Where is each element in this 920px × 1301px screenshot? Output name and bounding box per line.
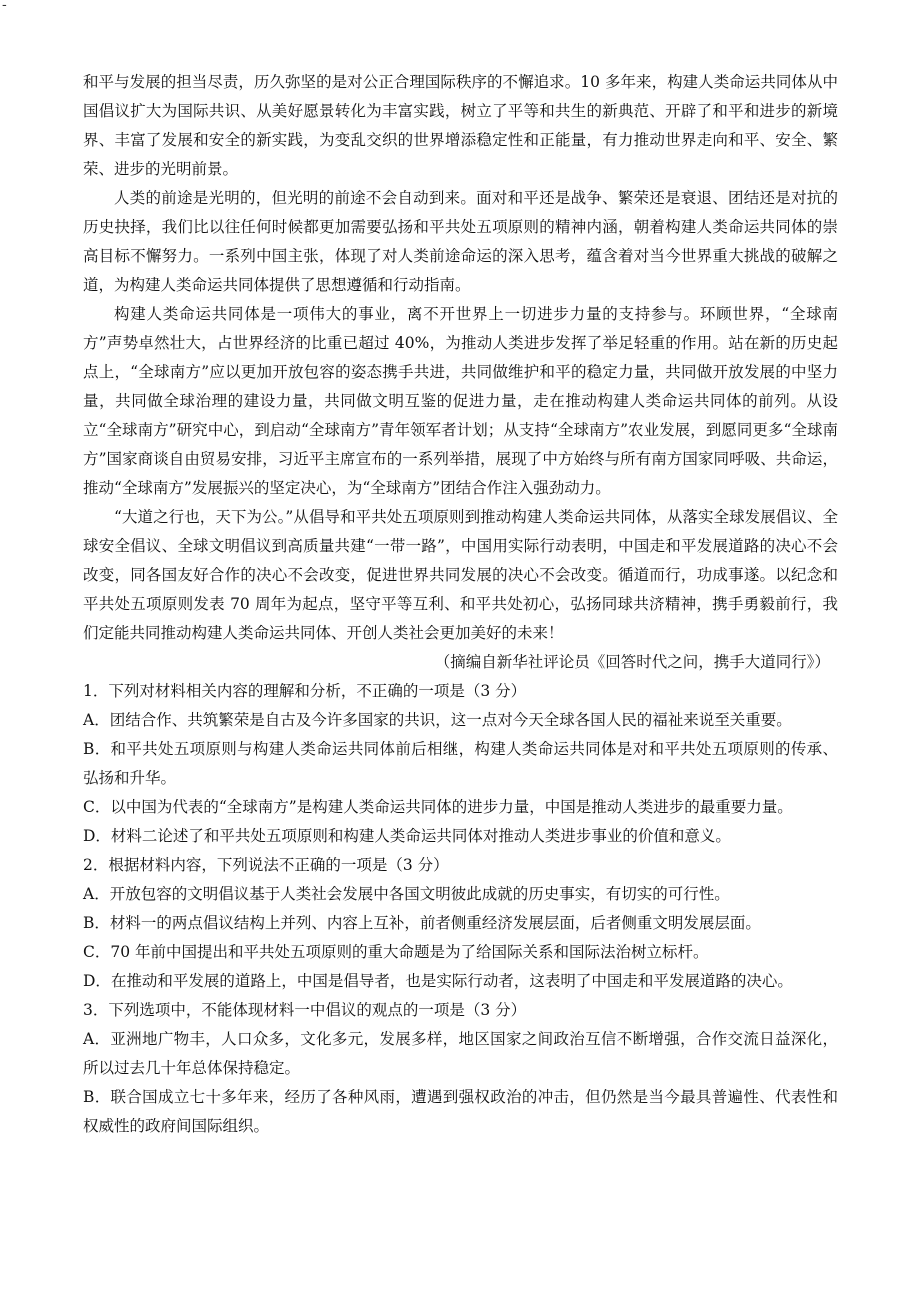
- question-stem: 1．下列对材料相关内容的理解和分析，不正确的一项是（3 分）: [83, 682, 527, 700]
- passage-paragraph: “大道之行也，天下为公。”从倡导和平共处五项原则到推动构建人类命运共同体，从落实全球发展倡议、全球安全倡议、全球文明倡议到高质量共建“一带一路”，中国用实际行动表明，中国走和平发展道路的决心不会改变，同各国友好合作的决心不会改变，促进世界共同发展的决心不会改变。循道而行，功成事遂。以纪念和平共处五项原则发表 70 周年为起点，坚守平等互利、和平共处初心，弘扬同球共济精神，携手勇毅前行，我们定能共同推动构建人类命运共同体、开创人类社会更加美好的未来！: [83, 508, 838, 642]
- option-b: B．材料一的两点倡议结构上并列、内容上互补，前者侧重经济发展层面，后者侧重文明发展层面。: [83, 914, 761, 932]
- question-list: [83, 677, 838, 1141]
- reading-passage: [83, 68, 838, 677]
- corner-mark: -: [2, 0, 7, 13]
- question-2: [83, 851, 838, 996]
- option-b: B．和平共处五项原则与构建人类命运共同体前后相继，构建人类命运共同体是对和平共处五项原则的传承、弘扬和升华。: [83, 740, 838, 787]
- passage-paragraph: 人类的前途是光明的，但光明的前途不会自动到来。面对和平还是战争、繁荣还是衰退、团结还是对抗的历史抉择，我们比以往任何时候都更加需要弘扬和平共处五项原则的精神内涵，朝着构建人类命运共同体的崇高目标不懈努力。一系列中国主张，体现了对人类前途命运的深入思考，蕴含着对当今世界重大挑战的破解之道，为构建人类命运共同体提供了思想遵循和行动指南。: [83, 189, 838, 294]
- option-d: D．在推动和平发展的道路上，中国是倡导者，也是实际行动者，这表明了中国走和平发展道路的决心。: [83, 972, 793, 990]
- question-stem: 3．下列选项中，不能体现材料一中倡议的观点的一项是（3 分）: [83, 1001, 527, 1019]
- option-d: D．材料二论述了和平共处五项原则和构建人类命运共同体对推动人类进步事业的价值和意义。: [83, 827, 731, 845]
- option-a: A．开放包容的文明倡议基于人类社会发展中各国文明彼此成就的历史事实，有切实的可行性。: [83, 885, 730, 903]
- passage-paragraph: 和平与发展的担当尽责，历久弥坚的是对公正合理国际秩序的不懈追求。10 多年来，构建人类命运共同体从中国倡议扩大为国际共识、从美好愿景转化为丰富实践，树立了平等和共生的新典范、开辟了和平和进步的新境界、丰富了发展和安全的新实践，为变乱交织的世界增添稳定性和正能量，有力推动世界走向和平、安全、繁荣、进步的光明前景。: [83, 73, 838, 178]
- question-1: [83, 677, 838, 851]
- passage-source: （摘编自新华社评论员《回答时代之问，携手大道同行》）: [434, 653, 830, 671]
- option-c: C．70 年前中国提出和平共处五项原则的重大命题是为了给国际关系和国际法治树立标杆。: [83, 943, 709, 961]
- option-a: A．团结合作、共筑繁荣是自古及今许多国家的共识，这一点对今天全球各国人民的福祉来说至关重要。: [83, 711, 792, 729]
- passage-paragraph: 构建人类命运共同体是一项伟大的事业，离不开世界上一切进步力量的支持参与。环顾世界，“全球南方”声势卓然壮大，占世界经济的比重已超过 40%，为推动人类进步发挥了举足轻重的作用。站在新的历史起点上，“全球南方”应以更加开放包容的姿态携手共进，共同做维护和平的稳定力量，共同做开放发展的中坚力量，共同做全球治理的建设力量，共同做文明互鉴的促进力量，走在推动构建人类命运共同体的前列。从设立“全球南方”研究中心，到启动“全球南方”青年领军者计划；从支持“全球南方”农业发展，到愿同更多“全球南方”国家商谈自由贸易安排，习近平主席宣布的一系列举措，展现了中方始终与所有南方国家同呼吸、共命运，推动“全球南方”发展振兴的坚定决心，为“全球南方”团结合作注入强劲动力。: [83, 305, 838, 497]
- option-a: A．亚洲地广物丰，人口众多，文化多元，发展多样，地区国家之间政治互信不断增强，合作交流日益深化，所以过去几十年总体保持稳定。: [83, 1030, 838, 1077]
- option-c: C．以中国为代表的“全球南方”是构建人类命运共同体的进步力量，中国是推动人类进步的最重要力量。: [83, 798, 793, 816]
- question-3: [83, 996, 838, 1141]
- question-stem: 2．根据材料内容，下列说法不正确的一项是（3 分）: [83, 856, 449, 874]
- option-b: B．联合国成立七十多年来，经历了各种风雨，遭遇到强权政治的冲击，但仍然是当今最具普遍性、代表性和权威性的政府间国际组织。: [83, 1088, 838, 1135]
- exam-page: [83, 68, 838, 1141]
